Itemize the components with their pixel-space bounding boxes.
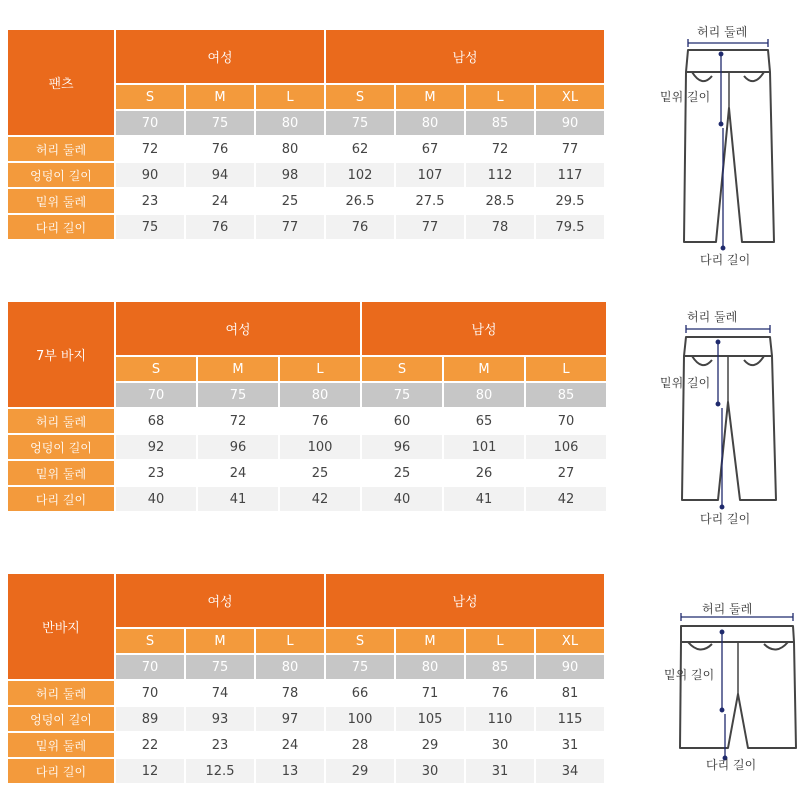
size-label: S xyxy=(326,629,394,653)
table-cell: 76 xyxy=(186,137,254,161)
table-cell: 94 xyxy=(186,163,254,187)
table-cell: 23 xyxy=(186,733,254,757)
table-cell: 23 xyxy=(116,461,196,485)
waist-size: 85 xyxy=(526,383,606,407)
table-cell: 81 xyxy=(536,681,604,705)
table-cell: 107 xyxy=(396,163,464,187)
table-cell: 42 xyxy=(526,487,606,511)
table-cell: 70 xyxy=(526,409,606,433)
waist-size: 75 xyxy=(326,655,394,679)
table-cell: 12.5 xyxy=(186,759,254,783)
table-cell: 100 xyxy=(280,435,360,459)
waist-label: 허리 둘레 xyxy=(687,310,738,324)
waist-size: 90 xyxy=(536,111,604,135)
table-cell: 78 xyxy=(466,215,534,239)
table-cell: 40 xyxy=(116,487,196,511)
table-row xyxy=(8,435,606,459)
group-header-men: 남성 xyxy=(326,574,604,627)
row-label: 허리 둘레 xyxy=(8,137,114,161)
waist-size: 90 xyxy=(536,655,604,679)
table-cell: 31 xyxy=(466,759,534,783)
table-cell: 72 xyxy=(466,137,534,161)
table-cell: 13 xyxy=(256,759,324,783)
table-cell: 76 xyxy=(280,409,360,433)
rise-label: 밑위 길이 xyxy=(660,90,711,104)
size-label: XL xyxy=(536,85,604,109)
rise-label: 밑위 길이 xyxy=(660,376,711,390)
table-row xyxy=(8,189,604,213)
row-label: 엉덩이 길이 xyxy=(8,707,114,731)
leg-length-label: 다리 길이 xyxy=(700,253,751,267)
table-cell: 24 xyxy=(186,189,254,213)
size-label: S xyxy=(326,85,394,109)
shorts-size-table xyxy=(6,572,606,785)
table-row xyxy=(8,733,604,757)
size-label: M xyxy=(396,629,464,653)
waist-size: 85 xyxy=(466,111,534,135)
size-label: L xyxy=(256,629,324,653)
table-cell: 24 xyxy=(198,461,278,485)
table-cell: 89 xyxy=(116,707,184,731)
table-cell: 79.5 xyxy=(536,215,604,239)
table-cell: 102 xyxy=(326,163,394,187)
table-cell: 76 xyxy=(326,215,394,239)
row-label: 밑위 둘레 xyxy=(8,189,114,213)
row-label: 밑위 둘레 xyxy=(8,461,114,485)
waist-size: 80 xyxy=(396,655,464,679)
table-row xyxy=(8,409,606,433)
table-cell: 31 xyxy=(536,733,604,757)
table-title: 팬츠 xyxy=(8,30,114,135)
table-cell: 110 xyxy=(466,707,534,731)
table-cell: 77 xyxy=(536,137,604,161)
table-cell: 71 xyxy=(396,681,464,705)
table-cell: 78 xyxy=(256,681,324,705)
table-cell: 62 xyxy=(326,137,394,161)
waist-size: 80 xyxy=(280,383,360,407)
table-cell: 25 xyxy=(280,461,360,485)
table-cell: 70 xyxy=(116,681,184,705)
row-label: 엉덩이 길이 xyxy=(8,435,114,459)
table-cell: 27 xyxy=(526,461,606,485)
table-cell: 25 xyxy=(256,189,324,213)
table-title: 반바지 xyxy=(8,574,114,679)
table-row xyxy=(8,137,604,161)
table-cell: 106 xyxy=(526,435,606,459)
table-cell: 115 xyxy=(536,707,604,731)
table-cell: 29 xyxy=(396,733,464,757)
row-label: 엉덩이 길이 xyxy=(8,163,114,187)
table-cell: 93 xyxy=(186,707,254,731)
group-header-women: 여성 xyxy=(116,30,324,83)
table-cell: 42 xyxy=(280,487,360,511)
table-cell: 75 xyxy=(116,215,184,239)
table-cell: 77 xyxy=(256,215,324,239)
cropped-pants-size-section xyxy=(8,302,606,511)
long-pants-diagram-icon xyxy=(650,20,790,270)
size-label: XL xyxy=(536,629,604,653)
table-cell: 24 xyxy=(256,733,324,757)
table-cell: 29 xyxy=(326,759,394,783)
group-header-men: 남성 xyxy=(326,30,604,83)
waist-size: 85 xyxy=(466,655,534,679)
table-cell: 41 xyxy=(444,487,524,511)
table-cell: 74 xyxy=(186,681,254,705)
waist-size: 80 xyxy=(256,111,324,135)
table-row xyxy=(8,487,606,511)
table-cell: 105 xyxy=(396,707,464,731)
waist-size: 80 xyxy=(256,655,324,679)
table-cell: 12 xyxy=(116,759,184,783)
leg-length-label: 다리 길이 xyxy=(700,512,751,526)
table-cell: 80 xyxy=(256,137,324,161)
size-label: S xyxy=(116,85,184,109)
waist-label: 허리 둘레 xyxy=(702,602,753,616)
group-header-women: 여성 xyxy=(116,574,324,627)
table-cell: 117 xyxy=(536,163,604,187)
rise-label: 밑위 길이 xyxy=(664,668,715,682)
size-label: L xyxy=(280,357,360,381)
shorts-size-section xyxy=(8,574,604,783)
size-label: S xyxy=(362,357,442,381)
table-cell: 60 xyxy=(362,409,442,433)
group-header-men: 남성 xyxy=(362,302,606,355)
table-cell: 34 xyxy=(536,759,604,783)
waist-size: 80 xyxy=(444,383,524,407)
leg-length-label: 다리 길이 xyxy=(706,758,757,772)
size-label: M xyxy=(444,357,524,381)
cropped-pants-size-table xyxy=(6,300,608,513)
table-cell: 41 xyxy=(198,487,278,511)
table-row xyxy=(8,707,604,731)
table-cell: 68 xyxy=(116,409,196,433)
table-cell: 28 xyxy=(326,733,394,757)
waist-size: 75 xyxy=(362,383,442,407)
size-label: L xyxy=(526,357,606,381)
waist-label: 허리 둘레 xyxy=(697,25,748,39)
table-cell: 96 xyxy=(198,435,278,459)
table-cell: 98 xyxy=(256,163,324,187)
table-cell: 30 xyxy=(396,759,464,783)
row-label: 허리 둘레 xyxy=(8,681,114,705)
table-cell: 40 xyxy=(362,487,442,511)
table-cell: 28.5 xyxy=(466,189,534,213)
row-label: 다리 길이 xyxy=(8,759,114,783)
table-row xyxy=(8,461,606,485)
waist-size: 75 xyxy=(186,655,254,679)
table-cell: 77 xyxy=(396,215,464,239)
size-label: L xyxy=(466,85,534,109)
waist-size: 80 xyxy=(396,111,464,135)
size-label: L xyxy=(466,629,534,653)
table-cell: 101 xyxy=(444,435,524,459)
table-cell: 67 xyxy=(396,137,464,161)
table-cell: 97 xyxy=(256,707,324,731)
waist-size: 75 xyxy=(198,383,278,407)
table-cell: 72 xyxy=(198,409,278,433)
shorts-diagram xyxy=(650,596,790,786)
table-cell: 72 xyxy=(116,137,184,161)
table-cell: 112 xyxy=(466,163,534,187)
table-cell: 76 xyxy=(186,215,254,239)
cropped-pants-diagram-icon xyxy=(650,302,790,532)
size-label: M xyxy=(396,85,464,109)
size-label: M xyxy=(198,357,278,381)
table-row xyxy=(8,163,604,187)
table-cell: 26 xyxy=(444,461,524,485)
table-row xyxy=(8,681,604,705)
waist-size: 70 xyxy=(116,111,184,135)
table-cell: 96 xyxy=(362,435,442,459)
table-title: 7부 바지 xyxy=(8,302,114,407)
row-label: 다리 길이 xyxy=(8,215,114,239)
row-label: 밑위 둘레 xyxy=(8,733,114,757)
cropped-pants-diagram xyxy=(650,302,790,532)
waist-size: 75 xyxy=(186,111,254,135)
table-cell: 76 xyxy=(466,681,534,705)
size-label: M xyxy=(186,629,254,653)
size-label: L xyxy=(256,85,324,109)
table-cell: 92 xyxy=(116,435,196,459)
pants-size-table xyxy=(6,28,606,241)
table-cell: 23 xyxy=(116,189,184,213)
pants-diagram xyxy=(650,20,790,270)
size-label: M xyxy=(186,85,254,109)
table-cell: 25 xyxy=(362,461,442,485)
table-cell: 29.5 xyxy=(536,189,604,213)
table-row xyxy=(8,215,604,239)
pants-size-section xyxy=(8,30,604,239)
table-cell: 22 xyxy=(116,733,184,757)
table-cell: 30 xyxy=(466,733,534,757)
table-cell: 66 xyxy=(326,681,394,705)
waist-size: 75 xyxy=(326,111,394,135)
size-label: S xyxy=(116,629,184,653)
table-cell: 26.5 xyxy=(326,189,394,213)
waist-size: 70 xyxy=(116,383,196,407)
size-label: S xyxy=(116,357,196,381)
group-header-women: 여성 xyxy=(116,302,360,355)
waist-size: 70 xyxy=(116,655,184,679)
table-cell: 65 xyxy=(444,409,524,433)
table-cell: 100 xyxy=(326,707,394,731)
table-cell: 90 xyxy=(116,163,184,187)
table-row xyxy=(8,759,604,783)
table-cell: 27.5 xyxy=(396,189,464,213)
row-label: 허리 둘레 xyxy=(8,409,114,433)
row-label: 다리 길이 xyxy=(8,487,114,511)
